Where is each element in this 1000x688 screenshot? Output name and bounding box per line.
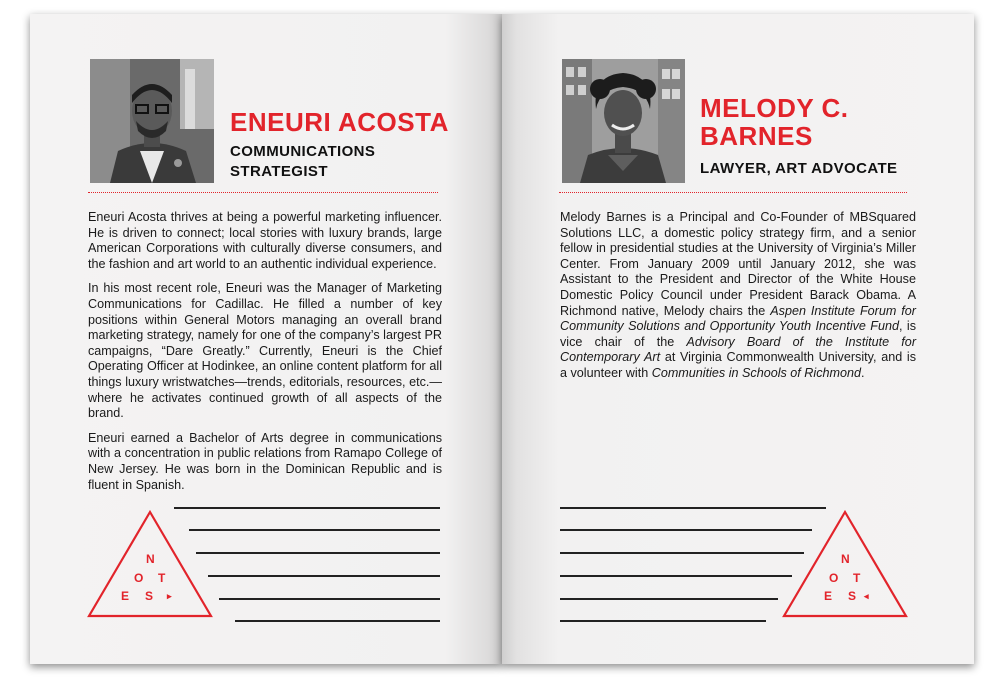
- melody-barnes-photo: [562, 59, 685, 183]
- note-line: [196, 552, 440, 554]
- left-bio-paragraph-2: In his most recent role, Eneuri was the Manager of Marketing Communications for Cadillac. He filled a number of key positions within General Motors managing an overall brand marketing strategy, namely for one of the company’s largest PR campaigns, “Dare Greatly.” Currently, Eneuri is the Chief Operating Officer at Hodinkee, an online content platform for all things luxury wristwatches—trends, editorials, resources, etc.—where he activates continued growth of all aspects of the brand.: [88, 281, 442, 421]
- notes-letter: S: [145, 589, 154, 603]
- eneuri-acosta-photo: [90, 59, 214, 183]
- note-line: [219, 598, 440, 600]
- notes-letter: S: [848, 589, 857, 603]
- bio-italic-communities: Communities in Schools of Richmond: [651, 365, 862, 380]
- note-line: [208, 575, 440, 577]
- right-name-line-2: BARNES: [700, 121, 813, 151]
- left-bio-paragraph-1: Eneuri Acosta thrives at being a powerful marketing influencer. He is driven to connect; local stories with luxury brands, large American Corporations with culturally diverse consumers, and the fashion and art world to an authentic individual experience.: [88, 210, 442, 271]
- note-line: [560, 598, 778, 600]
- open-booklet: [30, 14, 974, 666]
- left-role-line-2: STRATEGIST: [230, 163, 328, 180]
- left-person-role: [230, 142, 375, 182]
- notes-letter: T: [158, 571, 166, 585]
- notes-letter: O: [134, 571, 144, 585]
- right-person-name: [700, 94, 848, 150]
- bio-text: , is vice chair of the: [560, 319, 916, 349]
- bio-italic-forum: Aspen Institute Forum for Community Solutions and Opportunity Youth Incentive Fund: [560, 303, 916, 334]
- right-dotted-divider: [559, 192, 907, 193]
- left-bio: [88, 210, 442, 502]
- bio-text: at Virginia Commonwealth University, and is a volunteer with: [560, 350, 917, 380]
- notes-arrow-icon: ◂: [864, 591, 869, 601]
- bio-italic-advisory-board: Advisory Board of the Institute for Contemporary Art: [560, 334, 917, 365]
- notes-letter: N: [146, 552, 155, 566]
- right-page: [502, 14, 974, 664]
- left-dotted-divider: [88, 192, 438, 193]
- note-line: [235, 620, 440, 622]
- notes-letter: O: [829, 571, 839, 585]
- right-bio-paragraph: [560, 210, 916, 382]
- notes-arrow-icon: ▸: [167, 591, 172, 601]
- right-bio: [560, 210, 916, 391]
- note-line: [560, 620, 766, 622]
- right-person-role: LAWYER, ART ADVOCATE: [700, 160, 898, 177]
- notes-letter: E: [824, 589, 833, 603]
- notes-letter: E: [121, 589, 130, 603]
- notes-letter: N: [841, 552, 850, 566]
- left-person-name: ENEURI ACOSTA: [230, 107, 449, 137]
- right-name-line-1: MELODY C.: [700, 93, 849, 123]
- notes-triangle-icon: [780, 508, 910, 620]
- notes-letter: T: [853, 571, 861, 585]
- note-line: [560, 529, 812, 531]
- note-line: [560, 575, 792, 577]
- left-page: [30, 14, 502, 664]
- note-line: [189, 529, 440, 531]
- notes-triangle-icon: [85, 508, 215, 620]
- note-line: [560, 552, 804, 554]
- left-role-line-1: COMMUNICATIONS: [230, 143, 376, 160]
- left-bio-paragraph-3: Eneuri earned a Bachelor of Arts degree in communications with a concentration in public relations from Ramapo College of New Jersey. He was born in the Dominican Republic and is fluent in Spanish.: [88, 430, 442, 492]
- bio-text: .: [861, 365, 865, 380]
- bio-text: Melody Barnes is a Principal and Co-Founder of MBSquared Solutions LLC, a domestic policy strategy firm, and a senior fellow in presidential studies at the University of Virginia’s Miller Center. From January 2009 until January 2012, she was Assistant to the President and Director of the White House Domestic Policy Council under President Barack Obama. A Richmond native, Melody chairs the: [560, 210, 916, 318]
